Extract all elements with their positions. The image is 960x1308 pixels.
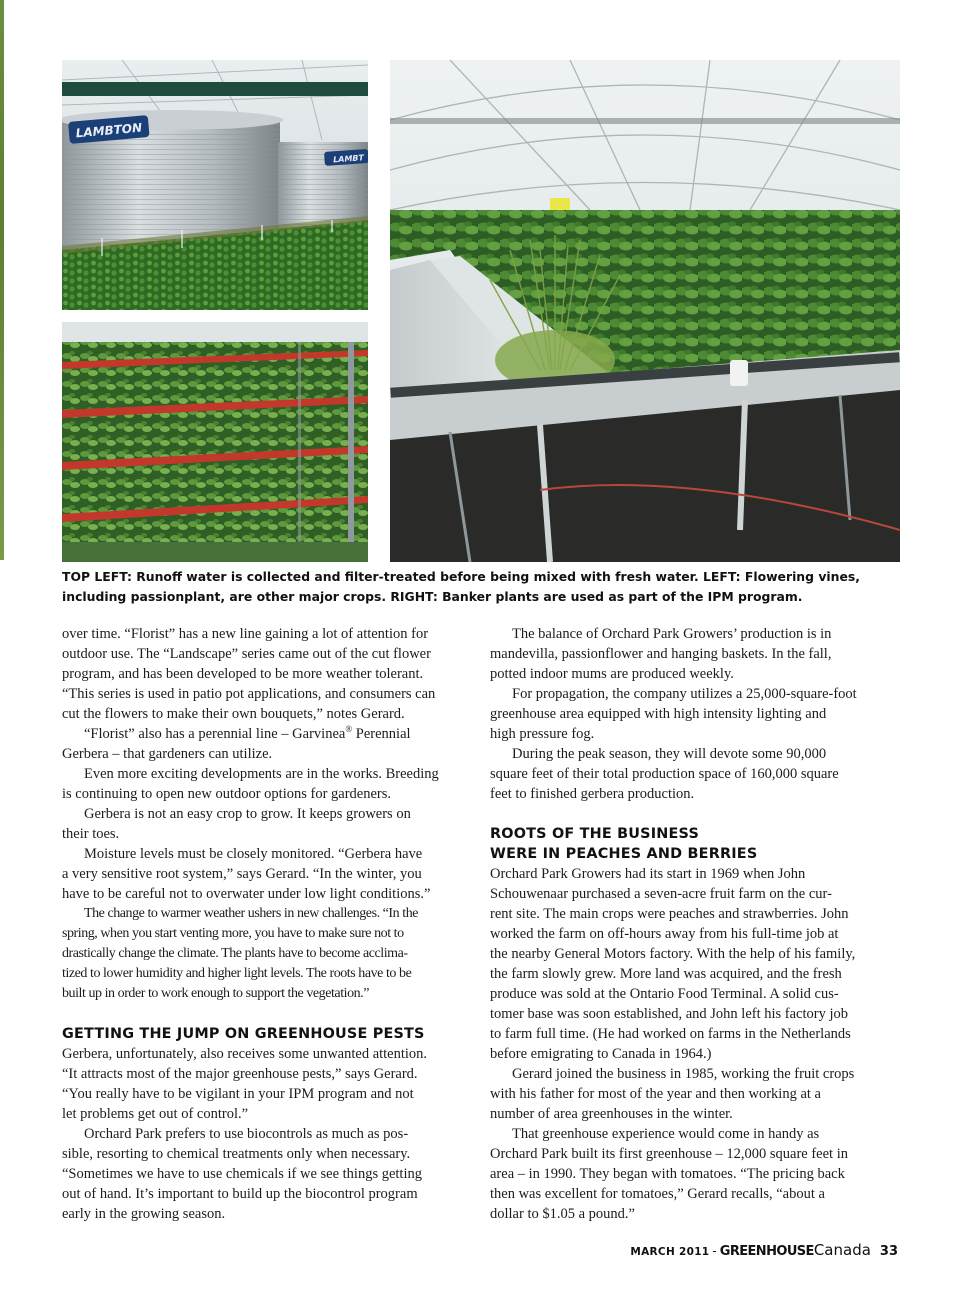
paragraph: Gerbera, unfortunately, also receives some unwanted attention. “It attracts most of the major greenhouse pests,” says Gerard. “You really have to be vigilant in your IPM program and not let problems get out of control.”	[62, 1046, 428, 1122]
paragraph-garvinea	[62, 724, 478, 764]
paragraph: over time. “Florist” has a new line gaining a lot of attention for outdoor use. The “Landscape” series came out of the cut flower program, and has been developed to be more weather tolerant. “This series is used in patio pot applications, and consumers can cut the flowers to make their own bouquets,” notes Gerard.	[62, 626, 436, 722]
magazine-brand-bold: GREENHOUSE	[719, 1244, 814, 1259]
tank-logo-text-small: LAMBT	[332, 153, 365, 165]
section-heading-pests: GETTING THE JUMP ON GREENHOUSE PESTS	[62, 1026, 425, 1042]
paragraph: During the peak season, they will devote some 90,000 square feet of their total production space of 160,000 square feet to finished gerbera production.	[490, 746, 839, 802]
paragraph: Orchard Park Growers had its start in 1969 when John Schouwenaar purchased a seven-acre fruit farm on the cur- rent site. The main crops were peaches and strawberries. John worked the farm on off-hours away from his full-time job at the nearby General Motors factory. With the help of his family, the farm slowly grew. More land was acquired, and the fresh produce was sold at the Ontario Food Terminal. A solid cus- tomer base was soon established, and John left his factory job to farm full time. (He had worked on farms in the Netherlands before emigrating to Canada in 1964.)	[490, 866, 856, 1062]
photo-caption: TOP LEFT: Runoff water is collected and filter-treated before being mixed with fresh water. LEFT: Flowering vines, including passionplant, are other major crops. RIGHT: Banker plants are used as part of the IPM program.	[62, 569, 860, 604]
paragraph: That greenhouse experience would come in handy as Orchard Park built its first greenhouse – 12,000 square feet in area – in 1990. They began with tomatoes. “The pricing back then was excellent for tomatoes,” Gerard recalls, “about a dollar to $1.05 a pound.”	[490, 1126, 848, 1222]
article-column-left	[62, 624, 478, 1224]
paragraph: The change to warmer weather ushers in new challenges. “In the spring, when you start venting more, you have to make sure not to drastically change the climate. The plants have to become acclima- tized to lower humidity and higher light levels. The roots have to be built up in order to work enough to support the vegetation.”	[62, 906, 419, 1001]
registered-mark: ®	[345, 724, 353, 735]
magazine-brand-light: Canada	[813, 1241, 871, 1259]
photo-water-tanks	[62, 60, 368, 310]
paragraph: Gerard joined the business in 1985, working the fruit crops with his father for most of the year and then working at a number of area greenhouses in the winter.	[490, 1066, 855, 1122]
paragraph: Orchard Park prefers to use biocontrols as much as pos- sible, resorting to chemical treatments only when necessary. “Sometimes we have to use chemicals if we see things getting out of hand. It’s important to build up the biocontrol program early in the growing season.	[62, 1126, 422, 1222]
photo-flowering-vines	[62, 322, 368, 562]
paragraph: Moisture levels must be closely monitored. “Gerbera have a very sensitive root system,” says Gerard. “In the winter, you have to be careful not to overwater under low light conditions.”	[62, 846, 431, 902]
section-heading-roots: ROOTS OF THE BUSINESS WERE IN PEACHES AND BERRIES	[490, 826, 758, 862]
issue-date: MARCH 2011	[630, 1246, 710, 1258]
photo-banker-plants	[390, 60, 900, 562]
paragraph-text: “Florist” also has a perennial line – Garvinea	[84, 726, 346, 742]
page-footer	[630, 1241, 898, 1261]
paragraph: Gerbera is not an easy crop to grow. It keeps growers on their toes.	[62, 806, 411, 842]
tank-logo-text: LAMBTON	[75, 120, 143, 141]
footer-separator: -	[712, 1244, 717, 1258]
page-number: 33	[879, 1244, 898, 1259]
page-edge-strip	[0, 0, 4, 560]
paragraph: For propagation, the company utilizes a 25,000-square-foot greenhouse area equipped with high intensity lighting and high pressure fog.	[490, 686, 857, 742]
paragraph-text: Perennial Gerbera – that gardeners can utilize.	[62, 726, 411, 762]
paragraph: Even more exciting developments are in the works. Breeding is continuing to open new outdoor options for gardeners.	[62, 766, 439, 802]
article-column-right	[490, 624, 902, 1224]
paragraph: The balance of Orchard Park Growers’ production is in mandevilla, passionflower and hanging baskets. In the fall, potted indoor mums are produced weekly.	[490, 626, 832, 682]
